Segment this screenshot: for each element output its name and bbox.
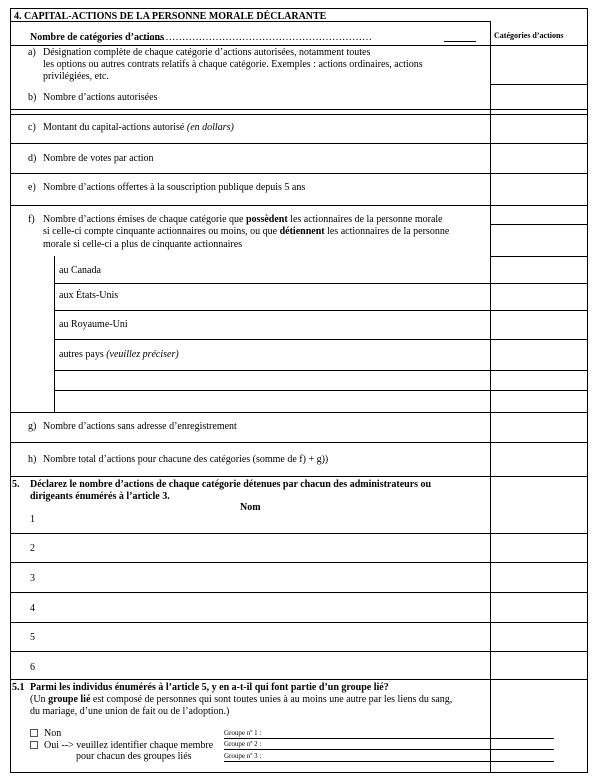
non-checkbox[interactable] xyxy=(30,729,38,737)
group-1-field[interactable] xyxy=(224,738,554,739)
oui-checkbox[interactable] xyxy=(30,741,38,749)
item-g-letter: g) xyxy=(28,421,37,432)
director-row-5: 5 xyxy=(30,632,35,643)
f-usa: aux États-Unis xyxy=(59,290,119,301)
group-2-label: Groupe nº 2 : xyxy=(224,740,262,748)
item-h-letter: h) xyxy=(28,454,37,465)
section5-number: 5. xyxy=(12,479,20,490)
item-g-text: Nombre d’actions sans adresse d’enregistrement xyxy=(43,421,237,432)
cell-divider xyxy=(490,224,588,225)
item-a-letter: a) xyxy=(28,47,36,58)
def-post: est composé de personnes qui sont toutes unies à au moins une autre par les liens du sang, xyxy=(90,694,453,705)
item-f-line2-post: les actionnaires de la personne xyxy=(324,226,450,237)
item-f-line3: morale si celle-ci a plus de cinquante actionnaires xyxy=(43,239,243,250)
item-f-line2-bold: détiennent xyxy=(279,226,325,237)
cell-divider xyxy=(490,84,588,85)
row-divider-g xyxy=(10,442,588,443)
f-other-wrap xyxy=(59,349,179,360)
f-row-divider xyxy=(54,283,588,284)
item-f-letter: f) xyxy=(28,214,35,225)
def-pre: (Un xyxy=(30,694,49,705)
section5-line2: dirigeants énumérés à l’article 3. xyxy=(30,491,170,502)
item-d-letter: d) xyxy=(28,153,37,164)
item-e-text: Nombre d’actions offertes à la souscription publique depuis 5 ans xyxy=(43,182,306,193)
section4-subtitle: Nombre de catégories d’actions xyxy=(30,32,164,43)
item-c-italic: (en dollars) xyxy=(186,122,234,133)
header-divider xyxy=(10,45,588,46)
director-row-divider xyxy=(10,533,588,534)
item-c-text: Montant du capital-actions autorisé xyxy=(43,122,185,133)
column-header: Catégories d’actions xyxy=(494,31,564,40)
item-f-line1-bold: possèdent xyxy=(245,214,288,225)
f-row-divider xyxy=(54,412,588,413)
director-row-6: 6 xyxy=(30,662,35,673)
row-divider-f xyxy=(10,412,54,413)
option-non-label: Non xyxy=(44,728,62,739)
row-divider-a xyxy=(10,109,588,110)
row-divider-d xyxy=(10,173,588,174)
section5-bottom xyxy=(10,679,588,680)
f-other-italic: (veuillez préciser) xyxy=(106,349,179,360)
item-e-letter: e) xyxy=(28,182,36,193)
row-divider-b xyxy=(10,114,588,115)
f-other: autres pays xyxy=(59,349,104,360)
group-1-label: Groupe nº 1 : xyxy=(224,729,262,737)
item-f-line2-pre: si celle-ci compte cinquante actionnaires ou moins, ou que xyxy=(43,226,280,237)
item-a-line3: privilégiées, etc. xyxy=(43,71,109,82)
section4-bottom xyxy=(10,476,588,477)
director-row-3: 3 xyxy=(30,573,35,584)
item-b-letter: b) xyxy=(28,92,37,103)
director-row-2: 2 xyxy=(30,543,35,554)
item-f-line1 xyxy=(43,214,443,225)
nom-header: Nom xyxy=(240,502,261,513)
section51-number: 5.1 xyxy=(12,682,25,693)
item-d-text: Nombre de votes par action xyxy=(43,153,154,164)
group-3-field[interactable] xyxy=(224,761,554,762)
item-f-line1-post: les actionnaires de la personne morale xyxy=(287,214,443,225)
section51-def-line1 xyxy=(30,694,452,705)
f-row-divider xyxy=(54,390,588,391)
item-a-line2: les options ou autres contrats relatifs à chaque catégorie. Exemples : actions ordinaires, actions xyxy=(43,59,423,70)
option-oui-label: Oui --> veuillez identifier chaque membre xyxy=(44,740,214,751)
director-row-divider xyxy=(10,592,588,593)
def-bold: groupe lié xyxy=(48,694,91,705)
group-3-label: Groupe nº 3 : xyxy=(224,752,262,760)
director-row-4: 4 xyxy=(30,603,35,614)
item-b-text: Nombre d’actions autorisées xyxy=(43,92,158,103)
title-divider xyxy=(10,21,490,22)
f-row-divider xyxy=(54,339,588,340)
item-f-line2 xyxy=(43,226,449,237)
subtitle-dots: …………………………………………………………… xyxy=(142,32,372,43)
column-divider xyxy=(490,21,491,773)
row-divider-e xyxy=(10,205,588,206)
f-row-divider xyxy=(54,370,588,371)
section4-title: 4. CAPITAL-ACTIONS DE LA PERSONNE MORALE DÉCLARANTE xyxy=(14,11,327,22)
f-row-divider xyxy=(54,310,588,311)
section51-question: Parmi les individus énumérés à l’article 5, y en a-t-il qui font partie d’un groupe lié? xyxy=(30,682,389,693)
option-oui-line2: pour chacun des groupes liés xyxy=(76,751,192,762)
director-row-1: 1 xyxy=(30,514,35,525)
item-c-letter: c) xyxy=(28,122,36,133)
section51-def-line2: du mariage, d’une union de fait ou de l’adoption.) xyxy=(30,706,230,717)
group-2-field[interactable] xyxy=(224,749,554,750)
director-row-divider xyxy=(10,562,588,563)
section5-line1: Déclarez le nombre d’actions de chaque catégorie détenues par chacun des administrateurs ou xyxy=(30,479,432,490)
category-count-field[interactable] xyxy=(444,41,476,42)
item-h-text: Nombre total d’actions pour chacune des catégories (somme de f) + g)) xyxy=(43,454,329,465)
director-row-divider xyxy=(10,651,588,652)
row-divider-c xyxy=(10,143,588,144)
cell-divider xyxy=(490,256,588,257)
f-subarea-divider xyxy=(54,256,55,412)
item-f-line1-pre: Nombre d’actions émises de chaque catégorie que xyxy=(43,214,246,225)
f-uk: au Royaume-Uni xyxy=(59,319,128,330)
director-row-divider xyxy=(10,622,588,623)
item-c-text-wrap xyxy=(43,122,234,133)
f-canada: au Canada xyxy=(59,265,101,276)
item-a-line1: Désignation complète de chaque catégorie d’actions autorisées, notamment toutes xyxy=(43,47,371,58)
